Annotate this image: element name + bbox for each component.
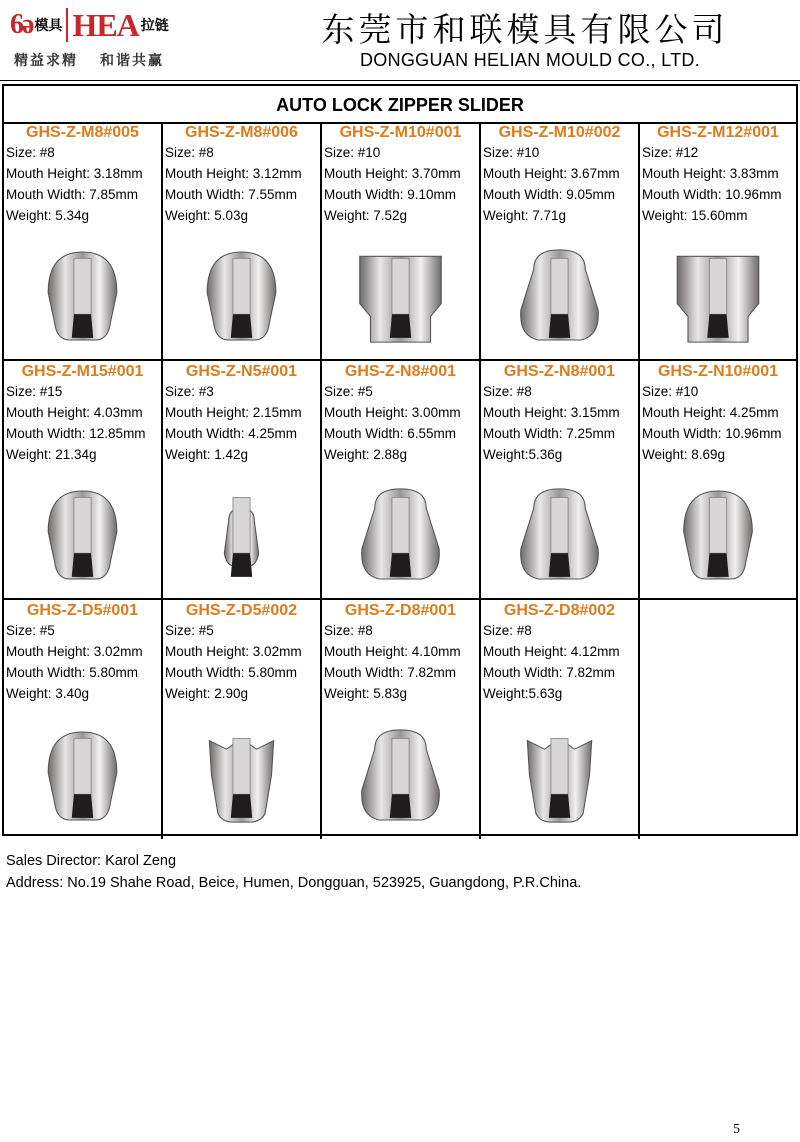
product-weight: Weight:5.63g — [483, 686, 563, 701]
product-name: GHS-Z-M8#005 — [26, 124, 139, 141]
product-mouth-width: Mouth Width: 7.82mm — [483, 665, 616, 680]
product-size: Size: #12 — [642, 145, 699, 160]
page-number: 5 — [733, 1122, 740, 1137]
product-mouth-height: Mouth Height: 3.67mm — [483, 166, 620, 181]
logo-zipper-text: 拉链 — [140, 17, 169, 33]
product-mouth-height: Mouth Height: 4.03mm — [6, 405, 143, 420]
product-mouth-width: Mouth Width: 7.25mm — [483, 426, 616, 441]
product-cell — [640, 122, 796, 361]
zipper-slider-icon — [481, 717, 638, 835]
product-size: Size: #8 — [6, 145, 55, 160]
product-mouth-height: Mouth Height: 4.25mm — [642, 405, 779, 420]
product-mouth-height: Mouth Height: 3.02mm — [6, 644, 143, 659]
product-weight: Weight: 2.88g — [324, 447, 408, 462]
company-logo — [10, 6, 210, 70]
product-mouth-width: Mouth Width: 6.55mm — [324, 426, 457, 441]
product-cell — [481, 600, 640, 839]
product-table — [2, 84, 798, 836]
company-name-chinese: 东莞市和联模具有限公司 — [321, 10, 729, 49]
zipper-slider-icon — [322, 717, 479, 835]
product-mouth-height: Mouth Height: 3.18mm — [6, 166, 143, 181]
product-mouth-width: Mouth Width: 12.85mm — [6, 426, 146, 441]
slogan-1: 精益求精 — [14, 52, 78, 68]
product-cell — [640, 361, 796, 600]
product-size: Size: #5 — [6, 623, 55, 638]
product-weight: Weight: 8.69g — [642, 447, 726, 462]
product-name: GHS-Z-D8#001 — [344, 602, 457, 619]
product-mouth-width: Mouth Width: 4.25mm — [165, 426, 298, 441]
product-name: GHS-Z-N10#001 — [657, 363, 779, 380]
zipper-slider-icon — [4, 237, 161, 355]
product-size: Size: #8 — [165, 145, 214, 160]
product-weight: Weight: 21.34g — [6, 447, 97, 462]
zipper-slider-icon — [163, 237, 320, 355]
product-weight: Weight:5.36g — [483, 447, 563, 462]
logo-hea: HEA — [72, 6, 139, 43]
product-cell — [4, 600, 163, 839]
product-size: Size: #5 — [324, 384, 373, 399]
product-mouth-width: Mouth Width: 7.85mm — [6, 187, 139, 202]
product-mouth-width: Mouth Width: 10.96mm — [642, 187, 782, 202]
zipper-slider-icon — [163, 717, 320, 835]
product-size: Size: #8 — [483, 623, 532, 638]
product-weight: Weight: 1.42g — [165, 447, 249, 462]
zipper-slider-icon — [322, 237, 479, 355]
logo-mould-text: 模具 — [34, 17, 63, 33]
slogan-2: 和谐共赢 — [100, 52, 164, 68]
zipper-slider-icon — [481, 237, 638, 355]
product-name: GHS-Z-D8#002 — [503, 602, 616, 619]
product-mouth-width: Mouth Width: 5.80mm — [6, 665, 139, 680]
product-name: GHS-Z-N8#001 — [503, 363, 616, 380]
product-size: Size: #3 — [165, 384, 214, 399]
logo-mark: 6ə — [10, 9, 33, 40]
product-name: GHS-Z-N5#001 — [185, 363, 298, 380]
product-size: Size: #8 — [324, 623, 373, 638]
zipper-slider-icon — [163, 476, 320, 594]
footer — [6, 850, 581, 894]
logo-divider — [66, 8, 68, 42]
product-mouth-width: Mouth Width: 9.05mm — [483, 187, 616, 202]
product-name: GHS-Z-D5#001 — [26, 602, 139, 619]
sales-director: Sales Director: Karol Zeng — [6, 853, 177, 869]
product-mouth-height: Mouth Height: 3.02mm — [165, 644, 302, 659]
product-name: GHS-Z-M10#002 — [498, 124, 621, 141]
product-cell — [4, 361, 163, 600]
zipper-slider-icon — [4, 717, 161, 835]
product-name: GHS-Z-M8#006 — [185, 124, 298, 141]
zipper-slider-icon — [322, 476, 479, 594]
zipper-slider-icon — [640, 476, 796, 594]
product-mouth-height: Mouth Height: 3.12mm — [165, 166, 302, 181]
product-weight: Weight: 3.40g — [6, 686, 90, 701]
product-weight: Weight: 2.90g — [165, 686, 249, 701]
product-cell — [322, 122, 481, 361]
logo-top-row — [10, 6, 169, 44]
product-size: Size: #10 — [483, 145, 540, 160]
product-weight: Weight: 7.52g — [324, 208, 408, 223]
product-weight: Weight: 7.71g — [483, 208, 567, 223]
product-name: GHS-Z-M12#001 — [657, 124, 779, 141]
product-mouth-height: Mouth Height: 3.83mm — [642, 166, 779, 181]
zipper-slider-icon — [640, 237, 796, 355]
product-cell — [481, 361, 640, 600]
product-mouth-height: Mouth Height: 3.70mm — [324, 166, 461, 181]
product-mouth-width: Mouth Width: 7.55mm — [165, 187, 298, 202]
zipper-slider-icon — [4, 476, 161, 594]
product-mouth-width: Mouth Width: 5.80mm — [165, 665, 298, 680]
product-mouth-height: Mouth Height: 4.12mm — [483, 644, 620, 659]
product-mouth-height: Mouth Height: 3.00mm — [324, 405, 461, 420]
product-size: Size: #15 — [6, 384, 63, 399]
product-cell — [322, 600, 481, 839]
table-title: AUTO LOCK ZIPPER SLIDER — [4, 86, 796, 124]
header-divider — [0, 80, 800, 81]
product-size: Size: #8 — [483, 384, 532, 399]
product-name: GHS-Z-M10#001 — [339, 124, 462, 141]
product-weight: Weight: 5.83g — [324, 686, 408, 701]
company-name-english: DONGGUAN HELIAN MOULD CO., LTD. — [359, 50, 700, 70]
address: Address: No.19 Shahe Road, Beice, Humen, Dongguan, 523925, Guangdong, P.R.China. — [6, 875, 582, 891]
product-mouth-height: Mouth Height: 2.15mm — [165, 405, 302, 420]
product-size: Size: #10 — [642, 384, 699, 399]
product-mouth-width: Mouth Width: 10.96mm — [642, 426, 782, 441]
product-name: GHS-Z-N8#001 — [344, 363, 457, 380]
product-mouth-width: Mouth Width: 9.10mm — [324, 187, 457, 202]
product-cell — [163, 361, 322, 600]
product-weight: Weight: 15.60mm — [642, 208, 748, 223]
product-cell — [322, 361, 481, 600]
product-name: GHS-Z-M15#001 — [21, 363, 144, 380]
product-cell — [4, 122, 163, 361]
product-weight: Weight: 5.03g — [165, 208, 249, 223]
product-name: GHS-Z-D5#002 — [185, 602, 298, 619]
product-cell — [481, 122, 640, 361]
zipper-slider-icon — [481, 476, 638, 594]
product-cell — [163, 600, 322, 839]
logo-slogan — [14, 50, 164, 70]
product-weight: Weight: 5.34g — [6, 208, 90, 223]
product-size: Size: #5 — [165, 623, 214, 638]
product-mouth-height: Mouth Height: 3.15mm — [483, 405, 620, 420]
product-mouth-width: Mouth Width: 7.82mm — [324, 665, 457, 680]
product-cell — [163, 122, 322, 361]
product-size: Size: #10 — [324, 145, 381, 160]
product-mouth-height: Mouth Height: 4.10mm — [324, 644, 461, 659]
